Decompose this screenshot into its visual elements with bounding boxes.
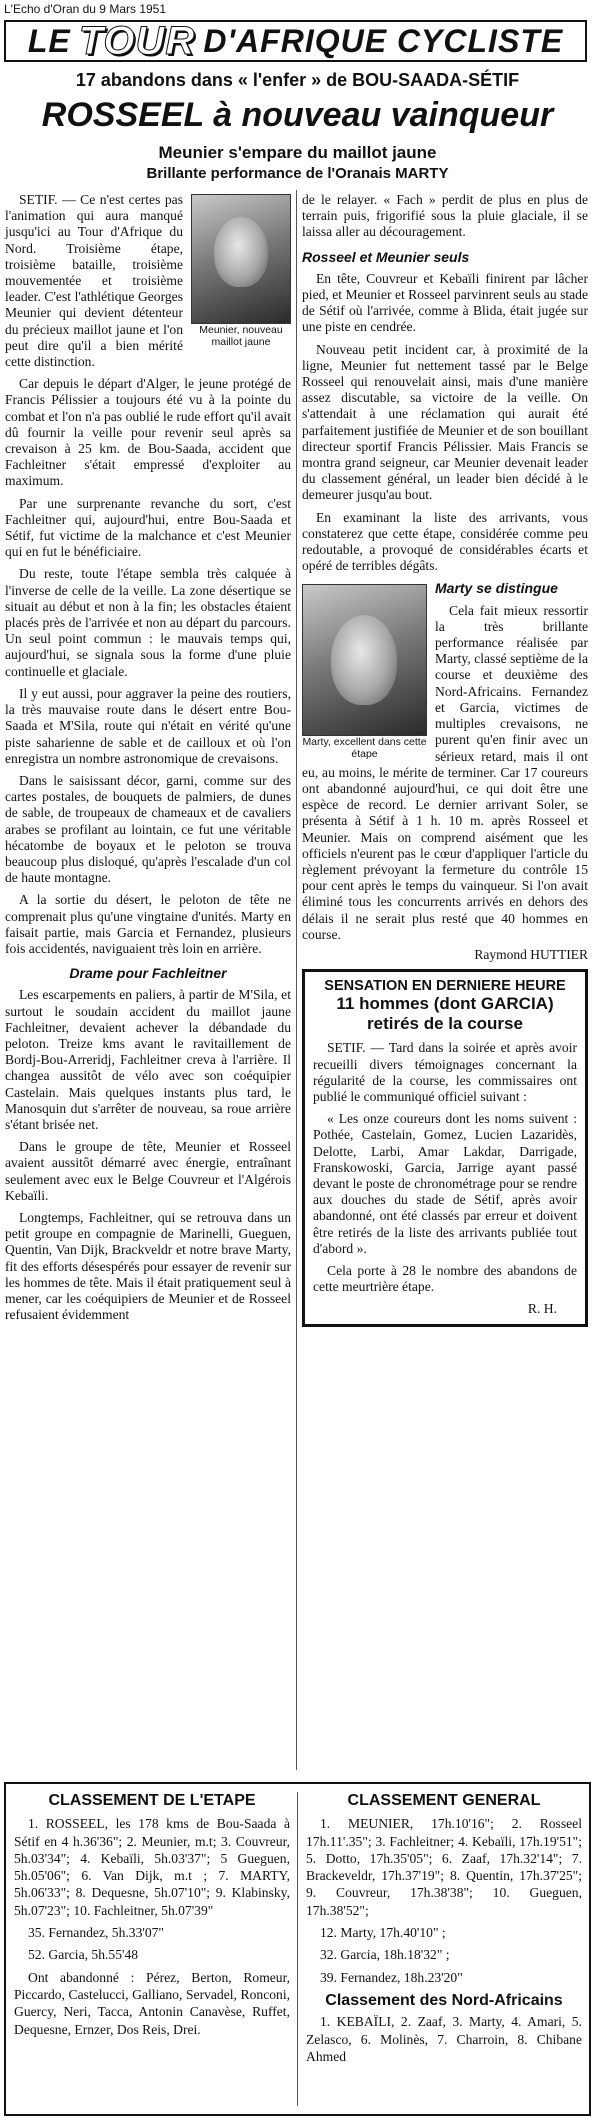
late-news-paragraph-3: Cela porte à 28 le nombre des abandons de cette meurtrière étape. [313, 1262, 577, 1295]
late-news-paragraph-2: « Les onze coureurs dont les noms suivent : Pothée, Castelain, Gomez, Lucien Lazaridès, Delotte, Larbi, Amar Lakdar, Darrigade, Franskowoski, Garcia, Jarrige ayant passé devant le poste de chronométrage pour se rendre aux douches du stade de Sétif, après avoir abandonné, ont été classés par erreur et doivent être retirés de la liste des arrivants publiée tout d'abord ». [313, 1111, 577, 1256]
signature: Raymond HUTTIER [474, 946, 588, 962]
stage-ranking-garcia: 52. Garcia, 5h.55'48 [28, 1947, 139, 1963]
late-news-paragraph-1: SETIF. — Tard dans la soirée et après avoir recueilli divers témoignages concernant la régularité de la course, les commissaires ont publié le communiqué officiel suivant : [313, 1040, 577, 1104]
kicker: 17 abandons dans « l'enfer » de BOU-SAADA-SÉTIF [75, 70, 520, 90]
left-paragraph-6: Dans le saisissant décor, garni, comme sur des cartes postales, de bouquets de palmiers, de dunes de sable, de troupeaux de chameaux et de cavaliers arabes se profilant au lointain, ce fut une véritable hécatombe de boyaux et le peloton se trouva beaucoup plus disloqué, qu'après l'escalade d'un col de haute montagne. [5, 772, 291, 886]
north-african-ranking-list: 1. KEBAÏLI, 2. Zaaf, 3. Marty, 4. Amari, 5. Zelasco, 6. Molinès, 7. Charroin, 8. Chibane Ahmed [306, 2014, 582, 2064]
left-paragraph-8: Les escarpements en paliers, à partir de M'Sila, et surtout le soudain accident du maillot jaune Fachleitner, devaient achever la débandade du peloton. Treize kms avant le ravitaillement de Bordj-Bou-Arreridj, Fachleitner creva à l'arrière. Il changea aussitôt de vélo avec son coéquipier Castelain. Mais quelques instants plus tard, le Manosquin dut s'arrêter de nouveau, sa roue arrière s'étant brisée net. [5, 987, 291, 1132]
subheadline-2: Brillante performance de l'Oranais MARTY [146, 165, 449, 182]
late-news-initials: R. H. [527, 1301, 557, 1317]
late-news-title: SENSATION EN DERNIERE HEURE [324, 978, 566, 995]
banner-title [4, 20, 587, 62]
subheadline: Meunier s'empare du maillot jaune [158, 143, 437, 162]
left-paragraph-10: Longtemps, Fachleitner, qui se retrouva dans un petit groupe en compagnie de Marinelli, Gueguen, Quentin, Van Dijk, Brackveldr et notre brave Marty, fit des efforts désespérés pour essayer de revenir sur les hommes de tête. Mais il était pratiquement seul à mener, car les coéquipiers de Meunier et de Rosseel refusaient évidemment [5, 1209, 291, 1323]
banner-part-3: D'AFRIQUE CYCLISTE [203, 22, 564, 59]
left-paragraph-2: Car depuis le départ d'Alger, le jeune protégé de Francis Pélissier a toujours été vu à la pointe du combat et l'on n'a pas oublié le rude effort qu'il avait dû fournir la veille pour revenir seul après sa crevaison à 25 km. de Bou-Saada, accident que Fachleitner s'était empressé d'exploiter au maximum. [5, 376, 291, 489]
general-ranking-fernandez: 39. Fernandez, 18h.23'20" [320, 1969, 463, 1985]
source-line: L'Echo d'Oran du 9 Mars 1951 [4, 2, 167, 16]
stage-ranking-abandons: Ont abandonné : Pérez, Berton, Romeur, Piccardo, Castelucci, Galliano, Servadel, Ronconi, Guercy, Neri, Tacca, Antonin Canavèse, Ruffet, Dequesne, Ernzer, Dos Reis, Drei. [14, 1969, 290, 2037]
banner-part-1: LE [27, 22, 71, 59]
photo-marty-figure [302, 584, 427, 760]
photo-meunier [191, 194, 291, 324]
photo-meunier-caption: Meunier, nouveau maillot jaune [199, 324, 283, 348]
left-paragraph-5: Il y eut aussi, pour aggraver la peine des routiers, la très mauvaise route dans le désert entre Bou-Saada et M'Sila, route qui n'était en vérité qu'une piste saharienne de sable et de cailloux et où l'on enregistra un nombre astronomique de crevaisons. [5, 685, 291, 766]
right-paragraph-1: de le relayer. « Fach » perdit de plus en plus de terrain puis, frigorifié sous la pluie glaciale, il se laissa aller au découragement. [302, 192, 588, 240]
right-column [302, 192, 588, 1327]
general-ranking [306, 1792, 582, 2065]
headline: ROSSEEL à nouveau vainqueur [41, 96, 554, 134]
photo-meunier-face [214, 217, 268, 287]
subheading-marty: Marty se distingue [435, 580, 558, 597]
late-news-headline-1: 11 hommes (dont GARCIA) [336, 994, 554, 1014]
photo-marty-face [331, 615, 397, 705]
late-news-headline-2: retirés de la course [367, 1014, 523, 1034]
subheading-rosseel-meunier: Rosseel et Meunier seuls [302, 248, 470, 265]
left-paragraph-9: Dans le groupe de tête, Meunier et Rosseel avaient aussitôt démarré avec énergie, entraînant seulement avec eux le Belge Couvreur et l'Algérois Kebaïli. [5, 1139, 291, 1203]
left-paragraph-4: Du reste, toute l'étape sembla très calquée à l'inverse de celle de la veille. La zone désertique se situait au début et non à la fin; les obstacles étaient placés près de l'arrivée et non au départ du parcours. Un seul point commun : le mauvais temps qui, aujourd'hui, se signala sous la forme d'une pluie continuelle et glaciale. [5, 566, 291, 679]
left-paragraph-3: Par une surprenante revanche du sort, c'est Fachleitner qui, aujourd'hui, entre Bou-Saada et Sétif, fut victime de la malchance et c'est Meunier qui en fut le bénéficiaire. [5, 495, 291, 560]
stage-ranking-list: 1. ROSSEEL, les 178 kms de Bou-Saada à Sétif en 4 h.36'36"; 2. Meunier, m.t; 3. Couvreur, 5h.03'34"; 4. Kebaïli, 5h.03'37"; 5 Gueguen, 5h.05'06"; 6. Van Dijk, m.t ; 7. MARTY, 5h.06'33"; 8. Dequesne, 5h.07'10"; 9. Klabinsky, 5h.07'23"; 10. Fachleitner, 5h.07'39" [14, 1816, 290, 1918]
photo-marty [302, 584, 427, 736]
general-ranking-garcia: 32. Garcia, 18h.18'32" ; [320, 1947, 450, 1963]
right-paragraph-3: Nouveau petit incident car, à proximité de la ligne, Meunier fut nettement tassé par le Belge Rosseel qui renouvelait ainsi, mais d'une manière assez discutable, sa victoire de la veille. On s'attendait à une réclamation qui aurait été parfaitement justifiée de Meunier et de son bouillant directeur sportif Francis Pélissier. Mais Francis se montra grand seigneur, car Meunier devenait leader du classement général, un leader bien décidé à le demeurer jusqu'au bout. [302, 341, 588, 503]
stage-ranking-title: CLASSEMENT DE L'ETAPE [48, 1792, 256, 1809]
general-ranking-marty: 12. Marty, 17h.40'10" ; [320, 1925, 446, 1941]
banner-part-2: TOUR [78, 18, 196, 63]
right-paragraph-4: En examinant la liste des arrivants, vous constaterez que cette étape, considérée comme peu redoutable, a provoqué de considérables écarts et opéré de terribles dégâts. [302, 509, 588, 574]
photo-marty-caption: Marty, excellent dans cette étape [302, 736, 427, 761]
rankings-divider [297, 1792, 298, 2106]
late-news-box [302, 969, 588, 1326]
subheading-drame: Drame pour Fachleitner [69, 965, 227, 982]
left-paragraph-7: A la sortie du désert, le peloton de tête ne comprenait plus qu'une vingtaine d'unités. Marty en faisait partie, mais Garcia et Fernandez, plusieurs fois accidentés, naviguaient très loin en arrière. [5, 892, 291, 956]
stage-ranking [14, 1792, 290, 2038]
stage-ranking-fernandez: 35. Fernandez, 5h.33'07" [28, 1925, 164, 1941]
photo-meunier-figure [191, 194, 291, 348]
right-paragraph-2: En tête, Couvreur et Kebaïli finirent par lâcher pied, et Meunier et Rosseel parvinrent seuls au stade de Sétif où l'arrivée, comme à Blida, était jugée sur une piste en cendrée. [302, 270, 588, 335]
left-column [5, 192, 291, 1329]
right-paragraph-5: Cela fait mieux ressortir la très brillante performance réalisée par Marty, classé septième de la course et deuxième des Nord-Africains. Fernandez et Garcia, victimes de multiples crevaisons, ne purent qu'en finir avec un sérieux retard, mais il ont eu, au moins, le mérite de terminer. Car 17 coureurs ont abandonné aujourd'hui, ce qui doit être une espèce de record. Le dernier arrivant Soler, se présenta à Sétif à 1 h. 10 m. après Rosseel et Meunier. Mais on comprend aisément que les officiels n'eurent pas le cœur d'appliquer l'article du règlement prévoyant la fermeture du contrôle 15 pour cent après le temps du vainqueur. Si l'on avait éliminé tous les concurrents arrivés en dehors des délais il ne serait plus resté que 40 hommes en course. [302, 602, 588, 942]
north-african-ranking-title: Classement des Nord-Africains [325, 1991, 563, 2009]
general-ranking-list: 1. MEUNIER, 17h.10'16"; 2. Rosseel 17h.11'.35"; 3. Fachleitner; 4. Kebaïli, 17h.19'51"; 5. Dotto, 17h.35'05"; 6. Zaaf, 17h.32'14"; 7. Brackeveldr, 17h.37'19"; 8. Quentin, 17h.37'25"; 9. Couvreur, 17h.38'38"; 10. Gueguen, 17h.38'52"; [306, 1816, 582, 1918]
left-paragraph-1: SETIF. — Ce n'est certes pas l'animation qui aura manqué jusqu'ici au Tour d'Afrique du Nord. Troisième étape, troisième bataille, troisième mouvementée et troisième leader. C'est l'athlétique Georges Meunier qui devient détenteur du précieux maillot jaune et l'on peut dire qu'il a bien mérité cette distinction. [5, 192, 183, 370]
column-divider [296, 190, 297, 1770]
general-ranking-title: CLASSEMENT GENERAL [347, 1792, 541, 1809]
rankings-box [4, 1782, 591, 2116]
